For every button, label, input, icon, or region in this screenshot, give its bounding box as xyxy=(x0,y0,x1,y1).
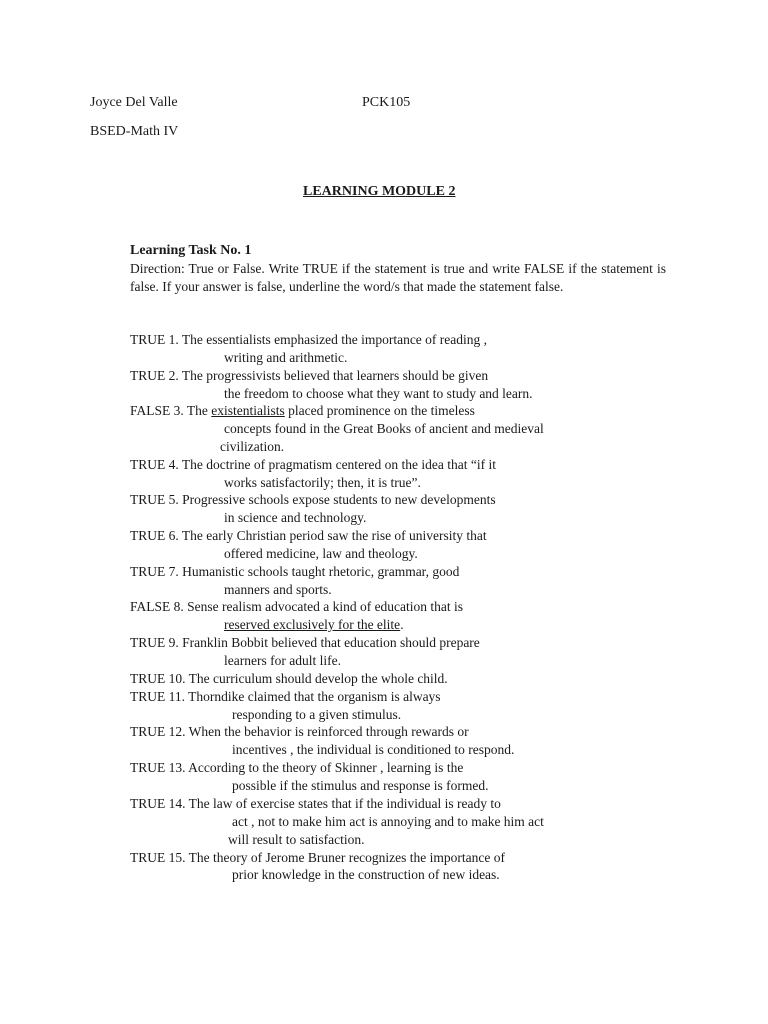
item-15-line: TRUE 15. The theory of Jerome Bruner recognizes the importance of xyxy=(130,850,506,865)
item-5-line: TRUE 5. Progressive schools expose students to new developments xyxy=(130,492,496,507)
course-code: PCK105 xyxy=(362,95,411,110)
item-13-continuation: possible if the stimulus and response is formed. xyxy=(232,778,489,793)
program-name: BSED-Math IV xyxy=(90,124,179,139)
item-2-line: TRUE 2. The progressivists believed that learners should be given xyxy=(130,368,489,383)
item-5-continuation: in science and technology. xyxy=(224,510,367,525)
item-1-line: TRUE 1. The essentialists emphasized the importance of reading , xyxy=(130,332,488,347)
item-1-continuation: writing and arithmetic. xyxy=(224,350,348,365)
item-8-line: FALSE 8. Sense realism advocated a kind of education that is xyxy=(130,599,464,614)
item-7-line: TRUE 7. Humanistic schools taught rhetoric, grammar, good xyxy=(130,564,460,579)
item-9-continuation: learners for adult life. xyxy=(224,653,341,668)
item-7-continuation: manners and sports. xyxy=(224,582,332,597)
item-11-continuation: responding to a given stimulus. xyxy=(232,707,402,722)
item-4-line: TRUE 4. The doctrine of pragmatism centered on the idea that “if it xyxy=(130,457,497,472)
item-3-line xyxy=(130,402,475,420)
item-3-suffix: placed prominence on the timeless xyxy=(284,403,475,418)
item-6-line: TRUE 6. The early Christian period saw the rise of university that xyxy=(130,528,487,543)
item-4-continuation: works satisfactorily; then, it is true”. xyxy=(224,475,421,490)
item-12-line: TRUE 12. When the behavior is reinforced through rewards or xyxy=(130,724,469,739)
student-name: Joyce Del Valle xyxy=(90,95,178,110)
item-2-continuation: the freedom to choose what they want to study and learn. xyxy=(224,386,533,401)
item-9-line: TRUE 9. Franklin Bobbit believed that education should prepare xyxy=(130,635,480,650)
item-6-continuation: offered medicine, law and theology. xyxy=(224,546,418,561)
item-8-suffix: . xyxy=(400,617,404,632)
item-3-continuation-2: civilization. xyxy=(220,439,285,454)
item-3-underlined-answer: existentialists xyxy=(211,403,285,418)
task-title: Learning Task No. 1 xyxy=(130,243,252,258)
item-15-continuation: prior knowledge in the construction of new ideas. xyxy=(232,867,500,882)
item-8-continuation xyxy=(224,616,404,634)
task-direction: Direction: True or False. Write TRUE if the statement is true and write FALSE if the statement is false. If your answer is false, underline the word/s that made the statement false. xyxy=(130,261,666,294)
item-8-underlined-answer: reserved exclusively for the elite xyxy=(224,617,401,632)
item-10-line: TRUE 10. The curriculum should develop the whole child. xyxy=(130,671,448,686)
module-title: LEARNING MODULE 2 xyxy=(303,184,456,199)
item-11-line: TRUE 11. Thorndike claimed that the organism is always xyxy=(130,689,441,704)
item-12-continuation: incentives , the individual is conditioned to respond. xyxy=(232,742,515,757)
item-3-prefix: FALSE 3. The xyxy=(130,403,212,418)
item-13-line: TRUE 13. According to the theory of Skinner , learning is the xyxy=(130,760,464,775)
item-14-continuation-2: will result to satisfaction. xyxy=(228,832,365,847)
item-3-continuation: concepts found in the Great Books of ancient and medieval xyxy=(224,421,544,436)
item-14-line: TRUE 14. The law of exercise states that if the individual is ready to xyxy=(130,796,501,811)
item-14-continuation: act , not to make him act is annoying and to make him act xyxy=(232,814,544,829)
